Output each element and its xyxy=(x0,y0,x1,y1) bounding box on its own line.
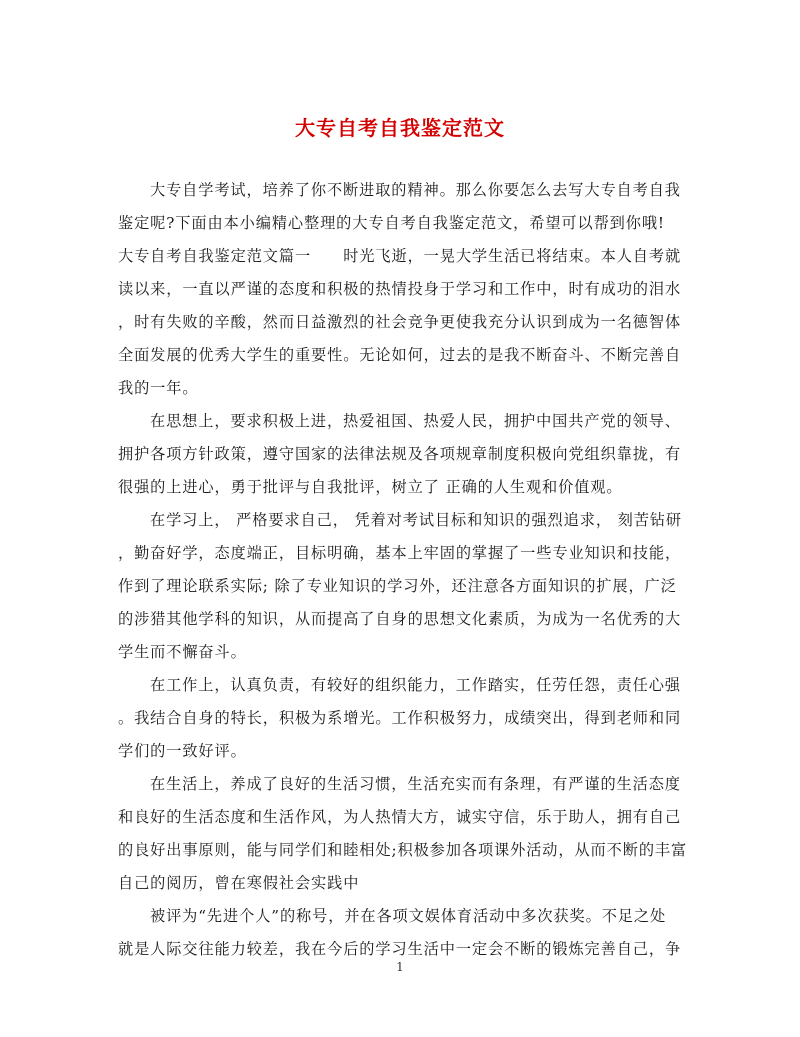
text-line: 在工作上，认真负责，有较好的组织能力，工作踏实，任劳任怨，责任心强 xyxy=(150,676,681,694)
text-line: 在生活上，养成了良好的生活习惯，生活充实而有条理，有严谨的生活态度 xyxy=(150,775,681,793)
text-line: 大专自学考试，培养了你不断进取的精神。那么你要怎么去写大专自考自我 xyxy=(150,181,681,199)
text-line: 鉴定呢?下面由本小编精心整理的大专自考自我鉴定范文，希望可以帮到你哦! xyxy=(118,214,665,232)
text-line: 被评为“先进个人”的称号，并在各项文娱体育活动中多次获奖。不足之处 xyxy=(150,907,667,925)
text-line: 在学习上， 严格要求自己， 凭着对考试目标和知识的强烈追求， 刻苦钻研 xyxy=(150,511,682,529)
text-line: 全面发展的优秀大学生的重要性。无论如何，过去的是我不断奋斗、不断完善自 xyxy=(118,346,682,364)
text-line: ，时有失败的辛酸，然而日益激烈的社会竞争更使我充分认识到成为一名德智体 xyxy=(118,313,682,331)
text-line: 学们的一致好评。 xyxy=(118,742,247,760)
text-line: 作到了理论联系实际; 除了专业知识的学习外，还注意各方面知识的扩展，广泛 xyxy=(118,577,677,595)
text-line: 大专自考自我鉴定范文篇一 时光飞逝，一晃大学生活已将结束。本人自考就 xyxy=(118,247,682,265)
text-line: 拥护各项方针政策，遵守国家的法律法规及各项规章制度积极向党组织靠拢，有 xyxy=(118,445,682,463)
text-line: 的涉猎其他学科的知识，从而提高了自身的思想文化素质，为成为一名优秀的大 xyxy=(118,610,682,628)
text-line: 的良好出事原则，能与同学们和睦相处;积极参加各项课外活动，从而不断的丰富 xyxy=(118,841,688,859)
text-line: ，勤奋好学，态度端正，目标明确，基本上牢固的掌握了一些专业知识和技能， xyxy=(118,544,682,562)
text-line: 自己的阅历，曾在寒假社会实践中 xyxy=(118,874,360,892)
text-line: 。我结合自身的特长，积极为系增光。工作积极努力，成绩突出，得到老师和同 xyxy=(118,709,682,727)
text-line: 读以来，一直以严谨的态度和积极的热情投身于学习和工作中，时有成功的泪水 xyxy=(118,280,682,298)
text-line: 学生而不懈奋斗。 xyxy=(118,643,247,661)
body-text xyxy=(118,174,688,966)
text-line: 就是人际交往能力较差，我在今后的学习生活中一定会不断的锻炼完善自己，争 xyxy=(118,940,682,958)
text-line: 在思想上，要求积极上进，热爱祖国、热爱人民，拥护中国共产党的领导、 xyxy=(150,412,681,430)
page-title: 大专自考自我鉴定范文 xyxy=(295,116,505,140)
text-line: 和良好的生活态度和生活作风，为人热情大方，诚实守信，乐于助人，拥有自己 xyxy=(118,808,682,826)
text-line: 我的一年。 xyxy=(118,379,199,397)
text-line: 很强的上进心，勇于批评与自我批评，树立了 正确的人生观和价值观。 xyxy=(118,478,623,496)
page-number: 1 xyxy=(396,960,404,974)
